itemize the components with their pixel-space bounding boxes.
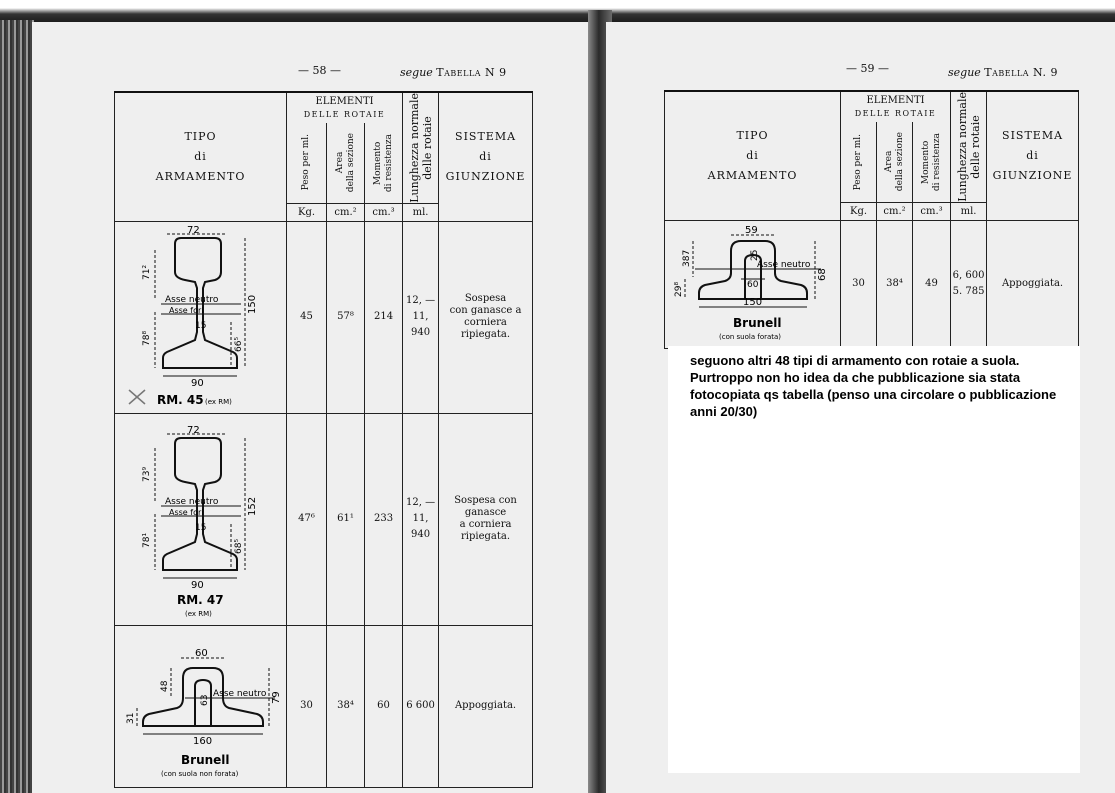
rm45-sub: (ex RM): [205, 397, 232, 406]
right-momento-label: Momento di resistenza: [920, 132, 942, 191]
right-unit-momento: cm.³: [913, 202, 951, 220]
rm45-sistema: Sospesa con ganasce a corniera ripiegata.: [439, 221, 533, 413]
brunell-nf-dim-h2: 63: [200, 694, 210, 706]
rm47-dim-hlow: 78¹: [142, 532, 152, 548]
brunell-nf-peso: 30: [287, 625, 327, 787]
rail-brunell-nf-cell: [115, 625, 287, 787]
rail-brunell-nf-drawing: [115, 626, 287, 784]
rm47-dim-top: 72: [187, 424, 200, 436]
left-col-tipo-label: TIPO di ARMAMENTO: [155, 129, 246, 183]
right-table-header: [948, 66, 1058, 79]
right-col-tipo-label: TIPO di ARMAMENTO: [707, 128, 798, 182]
rm45-dim-web: 15: [195, 320, 207, 331]
brunell-nf-sistema: Appoggiata.: [439, 625, 533, 787]
rm45-area: 57⁸: [327, 221, 365, 413]
right-elementi-sub: DELLE ROTAIE: [854, 109, 937, 119]
rm45-lunghezza: 12, — 11, 940: [403, 221, 439, 413]
brunell-nf-name: Brunell: [181, 752, 230, 767]
brunell-nf-dim-h1: 48: [160, 680, 170, 692]
brunell-nf-momento: 60: [365, 625, 403, 787]
brunell-f-lunghezza: 6, 600 5. 785: [951, 220, 987, 348]
brunell-f-name: Brunell: [733, 315, 782, 330]
table-row: [665, 220, 1079, 348]
right-sistema-label: SISTEMA di GIUNZIONE: [992, 128, 1073, 182]
table-row: [115, 413, 533, 625]
annotation-note: [668, 346, 1080, 773]
right-col-peso: [841, 122, 877, 202]
rm45-momento: 214: [365, 221, 403, 413]
left-rail-table: [114, 91, 533, 788]
right-unit-lunghezza: ml.: [951, 202, 987, 220]
right-col-momento: [913, 122, 951, 202]
right-col-sistema: [987, 91, 1079, 220]
brunell-f-dim-web: 60: [747, 279, 759, 290]
right-rail-table: [664, 90, 1079, 349]
rm45-name: RM. 45: [157, 392, 204, 407]
right-header-table: Tabella N. 9: [984, 66, 1058, 79]
rm47-momento: 233: [365, 413, 403, 625]
left-col-sistema: [439, 92, 533, 221]
right-header-prefix: segue: [948, 66, 981, 79]
right-peso-label: Peso per ml.: [853, 133, 863, 191]
left-table-header: [400, 66, 507, 79]
brunell-f-dim-h1: 387: [682, 249, 692, 267]
table-row: [115, 221, 533, 413]
right-col-elementi: [841, 91, 951, 122]
brunell-nf-axis: Asse neutro: [213, 688, 267, 699]
right-page-number: — 59 —: [846, 62, 889, 75]
brunell-f-axis: Asse neutro: [757, 259, 811, 270]
rm47-lunghezza: 12, — 11, 940: [403, 413, 439, 625]
rail-brunell-f-cell: [665, 220, 841, 348]
brunell-f-dim-h2: 25: [750, 249, 760, 261]
right-unit-area: cm.²: [877, 202, 913, 220]
right-lunghezza-label: Lunghezza normale delle rotaie: [955, 92, 982, 202]
brunell-f-sistema: Appoggiata.: [987, 220, 1079, 348]
brunell-f-momento: 49: [913, 220, 951, 348]
rm47-holes: Asse fori: [169, 507, 204, 517]
left-momento-label: Momento di resistenza: [372, 133, 394, 192]
left-col-elementi: [287, 92, 403, 123]
brunell-f-dim-height: 68: [817, 268, 828, 281]
rail-rm45-cell: [115, 221, 287, 413]
left-elementi-sub: DELLE ROTAIE: [303, 109, 386, 119]
brunell-f-peso: 30: [841, 220, 877, 348]
rm47-dim-bottom: 90: [191, 579, 204, 591]
brunell-nf-dim-h3: 31: [126, 712, 136, 724]
left-unit-lunghezza: ml.: [403, 203, 439, 221]
rm47-name: RM. 47: [177, 592, 224, 607]
left-header-table: Tabella N 9: [436, 66, 507, 79]
left-page-number: — 58 —: [298, 64, 341, 77]
rm45-dim-hleft: 71²: [142, 264, 152, 280]
rm47-dim-hleft: 73⁹: [142, 466, 152, 482]
brunell-f-dim-h3: 29⁸: [674, 281, 684, 297]
left-elementi-label: ELEMENTI: [315, 95, 374, 107]
rail-rm47-drawing: [115, 414, 287, 622]
right-col-area: [877, 122, 913, 202]
left-col-area: [327, 123, 365, 204]
rail-brunell-f-drawing: [665, 221, 841, 345]
rm47-dim-foot: 68⁵: [234, 538, 244, 554]
brunell-nf-dim-bottom: 160: [193, 735, 213, 747]
rm47-axis: Asse neutro: [165, 496, 219, 507]
rm47-dim-web: 15: [195, 522, 207, 533]
rm45-dim-hlow: 78⁸: [142, 330, 152, 346]
rm47-sub: (ex RM): [185, 609, 212, 618]
cross-mark-icon: [129, 390, 145, 404]
table-row: [115, 625, 533, 787]
rm47-dim-height: 152: [247, 496, 258, 516]
brunell-nf-dim-top: 60: [195, 647, 208, 659]
left-lunghezza-label: Lunghezza normale delle rotaie: [407, 93, 434, 203]
rm45-holes: Asse fori: [169, 305, 204, 315]
rm45-peso: 45: [287, 221, 327, 413]
left-header-prefix: segue: [400, 66, 433, 79]
right-area-label: Area della sezione: [883, 132, 905, 192]
rm47-sistema: Sospesa con ganasce a corniera ripiegata.: [439, 413, 533, 625]
left-sistema-label: SISTEMA di GIUNZIONE: [445, 129, 526, 183]
brunell-nf-dim-height: 79: [271, 691, 282, 704]
annotation-note-text: seguono altri 48 tipi di armamento con rotaie a suola. Purtroppo non ho idea da che pubblicazione sia stata fotocopiata qs tabella (penso una circolare o pubblicazione anni 20/30): [690, 353, 1057, 419]
left-col-peso: [287, 123, 327, 204]
rm45-axis: Asse neutro: [165, 294, 219, 305]
brunell-nf-sub: (con suola non forata): [161, 769, 239, 778]
brunell-nf-lunghezza: 6 600: [403, 625, 439, 787]
brunell-nf-area: 38⁴: [327, 625, 365, 787]
left-peso-label: Peso per ml.: [301, 134, 311, 191]
rm47-peso: 47⁶: [287, 413, 327, 625]
left-col-tipo: [115, 92, 287, 221]
brunell-f-sub: (con suola forata): [719, 332, 782, 341]
rm45-dim-top: 72: [187, 224, 200, 236]
rm45-dim-bottom: 90: [191, 377, 204, 389]
rail-rm45-drawing: [115, 222, 287, 410]
right-col-tipo: [665, 91, 841, 220]
left-unit-area: cm.²: [327, 203, 365, 221]
book-page-edges: [0, 20, 34, 793]
brunell-f-dim-bottom: 150: [743, 296, 763, 308]
left-unit-peso: Kg.: [287, 203, 327, 221]
left-col-lunghezza: [403, 92, 439, 203]
left-unit-momento: cm.³: [365, 203, 403, 221]
rail-rm47-cell: [115, 413, 287, 625]
rm47-area: 61¹: [327, 413, 365, 625]
rm45-dim-foot: 66⁵: [234, 336, 244, 352]
left-area-label: Area della sezione: [334, 133, 356, 193]
brunell-f-dim-top: 59: [745, 224, 758, 236]
right-unit-peso: Kg.: [841, 202, 877, 220]
left-col-momento: [365, 123, 403, 204]
right-col-lunghezza: [951, 91, 987, 202]
rm45-dim-height: 150: [247, 294, 258, 314]
brunell-f-area: 38⁴: [877, 220, 913, 348]
right-elementi-label: ELEMENTI: [866, 95, 925, 107]
